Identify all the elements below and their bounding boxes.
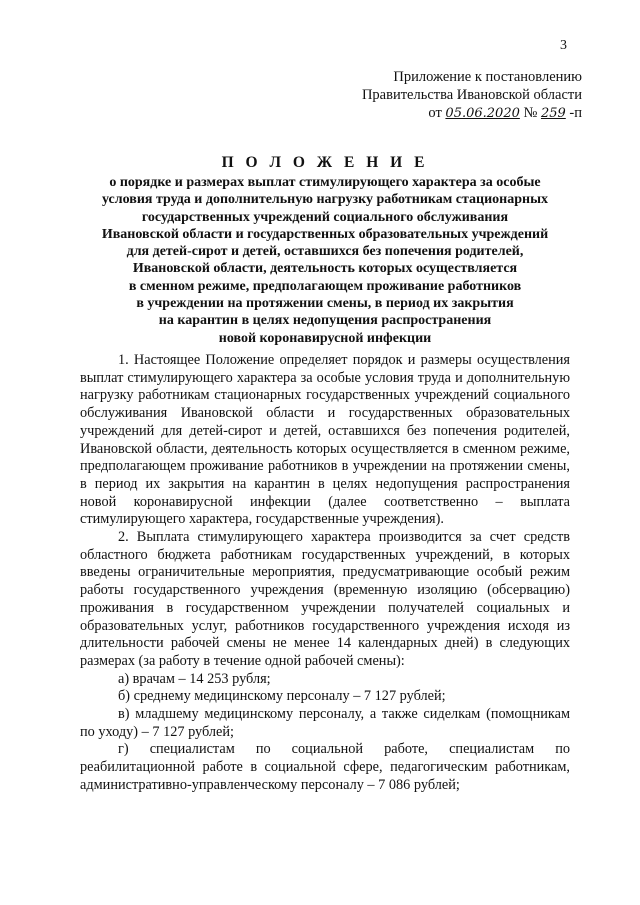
title-line: государственных учреждений социального обслуживания	[141, 209, 509, 225]
title-heading: П О Л О Ж Е Н И Е	[221, 154, 429, 171]
title-line: в сменном режиме, предполагающем проживание работников	[128, 278, 522, 294]
document-title	[80, 152, 570, 347]
page-number: 3	[560, 38, 567, 53]
from-label: от	[428, 105, 442, 121]
approval-date-line	[352, 104, 582, 123]
handwritten-date: 05.06.2020	[445, 106, 520, 121]
title-line: в учреждении на протяжении смены, в период их закрытия	[136, 296, 514, 312]
handwritten-number: 259	[540, 106, 566, 121]
title-line: Ивановской области, деятельность которых осуществляется	[132, 261, 518, 277]
number-suffix: -п	[569, 105, 582, 121]
document-body	[80, 352, 570, 795]
list-item-a: а) врачам – 14 253 рубля;	[118, 670, 271, 687]
title-line: Ивановской области и государственных образовательных учреждений	[101, 226, 549, 242]
approval-line-2: Правительства Ивановской области	[361, 87, 582, 103]
paragraph-1: 1. Настоящее Положение определяет порядок и размеры осуществления выплат стимулирующего характера за особые условия труда и дополнительную нагрузку работникам стационарных государственных учреждений социального обслуживания Ивановской области и государственных образовательных учреждений для детей-сирот и детей, оставшихся без попечения родителей, Ивановской области, деятельность которых осуществляется в сменном режиме, предполагающем проживание работников в учреждении на протяжении смены, в период их закрытия на карантин в целях недопущения распространения новой коронавирусной инфекции (далее соответственно – выплата стимулирующего характера, государственные учреждения).	[80, 352, 570, 528]
title-line: о порядке и размерах выплат стимулирующего характера за особые	[109, 175, 541, 190]
title-line: условия труда и дополнительную нагрузку работникам стационарных	[101, 192, 549, 208]
approval-line-1: Приложение к постановлению	[393, 69, 582, 85]
list-item-g: г) специалистам по социальной работе, специалистам по реабилитационной работе в социальной сфере, педагогическим работникам, административно-управленческому персоналу – 7 086 рублей;	[80, 741, 570, 793]
title-line: новой коронавирусной инфекции	[218, 330, 432, 346]
approval-block	[352, 68, 582, 123]
list-item-v: в) младшему медицинскому персоналу, а также сиделкам (помощникам по уходу) – 7 127 рублей;	[80, 706, 570, 740]
paragraph-2: 2. Выплата стимулирующего характера производится за счет средств областного бюджета работникам государственных учреждений, в которых введены ограничительные мероприятия, предусматривающие особый режим работы государственного учреждения (временную изоляцию (обсервацию) проживания в государственном учреждении получателей социальных и образовательных услуг, работников государственного учреждения исходя из длительности рабочей смены не менее 14 календарных дней) в следующих размерах (за работу в течение одной рабочей смены):	[80, 529, 570, 669]
list-item-b: б) среднему медицинскому персоналу – 7 127 рублей;	[118, 688, 446, 705]
title-line: для детей-сирот и детей, оставшихся без попечения родителей,	[126, 244, 524, 260]
number-label: №	[523, 105, 538, 121]
title-line: на карантин в целях недопущения распространения	[158, 313, 492, 329]
